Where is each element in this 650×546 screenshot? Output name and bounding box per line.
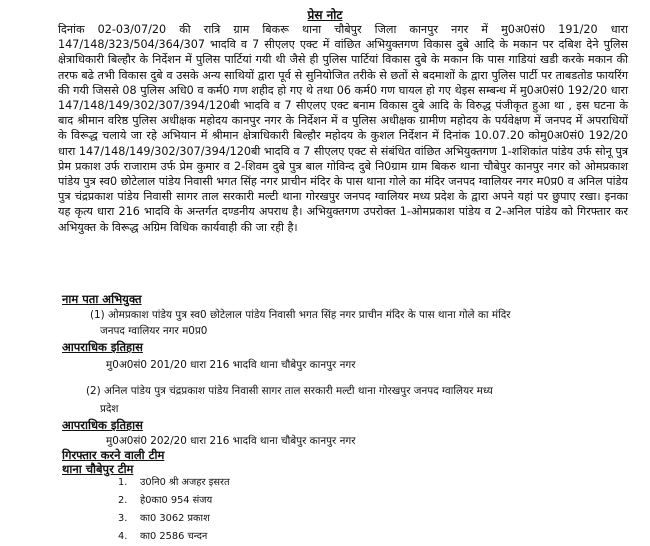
team-member-name: का0 3062 प्रकाश bbox=[140, 513, 210, 524]
accused-2-line1: (2) अनिल पांडेय पुत्र चंद्रप्रकाश पांडेय निवासी सागर ताल सरकारी मल्टी थाना गोरखपुर जनपद ग्वालियर मध्य bbox=[86, 385, 493, 397]
team-member bbox=[118, 474, 230, 492]
station-team-heading: थाना चौबेपुर टीम bbox=[62, 462, 134, 476]
team-member-name: हे0का0 954 संजय bbox=[140, 495, 213, 506]
team-member-name: उ0नि0 श्री अजहर इसरत bbox=[140, 477, 230, 488]
team-member-number: 4. bbox=[118, 531, 128, 542]
criminal-history-heading-1: आपराधिक इतिहास bbox=[62, 340, 143, 354]
team-member-number: 1. bbox=[118, 477, 128, 488]
accused-1-line2: जनपद ग्वालियर नगर म0प्र0 bbox=[100, 325, 208, 337]
accused-2-line2: प्रदेश bbox=[100, 403, 119, 415]
team-member-number: 3. bbox=[118, 513, 128, 524]
body-paragraph: दिनांक 02-03/07/20 की रात्रि ग्राम बिकरू थाना चौबेपुर जिला कानपुर नगर में मु0अ0सं0 191/20 धारा 147/148/323/504/364/307 भादवि व 7 सीएलए एक्ट में वांछित अभियुक्तगण विकास दुबे आदि के मकान पर दबिश देने पुलिस क्षेत्राधिकारी बिल्हौर के निर्देशन में पुलिस पार्टियां गयी थी जैसे ही पुलिस पार्टियां विकास दुबे के मकान कि पास गाडियां खडी करके मकान की तरफ बढे तभी विकास दुबे व उसके अन्य साथियों द्वारा पूर्व से सुनियोजित तरीके से छतों से बदमाशों के द्वारा पुलिस पार्टी पर ताबडतोड फायरिंग की गयी जिससे 08 पुलिस अधि0 व कर्म0 गण शहीद हो गए थे तथा 06 कर्म0 गण घायल हो गए थेइस सम्बन्ध में मु0अ0सं0 192/20 धारा 147/148/149/302/307/394/120बी भादवि व 7 सीएलए एक्ट बनाम विकास दुबे आदि के विरुद्ध पंजीकृत हुआ था , इस घटना के बाद श्रीमान वरिष्ठ पुलिस अधीक्षक महोदय कानपुर नगर के निर्देशन में व पुलिस अधीक्षक ग्रामीण महोदय के पर्यवेक्षण में जनपद में अपराधियों के विरूद्ध चलाये जा रहे अभियान में श्रीमान क्षेत्राधिकारी बिल्हौर महोदय के कुशल निर्देशन में दिनांक 10.07.20 कोमु0अ0सं0 192/20 धारा 147/148/149/302/307/394/120बी भादवि व 7 सीएलए एक्ट से संबंधित वांछित अभियुक्तगण 1-शशिकांत पांडेय उर्फ सोनू पुत्र प्रेम प्रकाश उर्फ राजाराम उर्फ प्रेम कुमार व 2-शिवम दुबे पुत्र बाल गोविन्द दुबे नि0ग्राम ग्राम बिकरु थाना चौबेपुर कानपुर नगर को ओमप्रकाश पांडेय पुत्र स्व0 छोटेलाल पांडेय निवासी भगत सिंह नगर प्राचीन मंदिर के पास थाना गोले का मंदिर जनपद ग्वालियर नगर म0प्र0 व अनिल पांडेय पुत्र चंद्रप्रकाश पांडेय निवासी सागर ताल सरकारी मल्टी थाना गोरखपुर जनपद ग्वालियर मध्य प्रदेश के द्वारा अपने यहां पर छुपाए रखा। इनका यह कृत्य धारा 216 भादवि के अन्तर्गत दण्डनीय अपराध है। अभियुक्तगण उपरोक्त 1-ओमप्रकाश पांडेय व 2-अनिल पांडेय को गिरफ्तार कर अभियुक्त के विरूद्ध अग्रिम विधिक कार्यवाही की जा रही है। bbox=[58, 23, 628, 234]
criminal-history-2: मु0अ0सं0 202/20 धारा 216 भादवि थाना चौबेपुर कानपुर नगर bbox=[106, 435, 356, 447]
accused-1-line1: (1) ओमप्रकाश पांडेय पुत्र स्व0 छोटेलाल पांडेय निवासी भगत सिंह नगर प्राचीन मंदिर के पास थाना गोले का मंदिर bbox=[90, 309, 511, 321]
team-member-name: का0 2586 चन्दन bbox=[140, 531, 208, 542]
team-member bbox=[118, 492, 230, 510]
team-list bbox=[118, 474, 230, 546]
arrest-team-heading: गिरफ्तार करने वाली टीम bbox=[62, 448, 165, 462]
document-title: प्रेस नोट bbox=[307, 8, 343, 22]
team-member bbox=[118, 528, 230, 546]
accused-heading: नाम पता अभियुक्त bbox=[62, 292, 142, 306]
criminal-history-heading-2: आपराधिक इतिहास bbox=[62, 418, 143, 432]
team-member-number: 2. bbox=[118, 495, 128, 506]
criminal-history-1: मु0अ0सं0 201/20 धारा 216 भादवि थाना चौबेपुर कानपुर नगर bbox=[106, 359, 356, 371]
team-member bbox=[118, 510, 230, 528]
